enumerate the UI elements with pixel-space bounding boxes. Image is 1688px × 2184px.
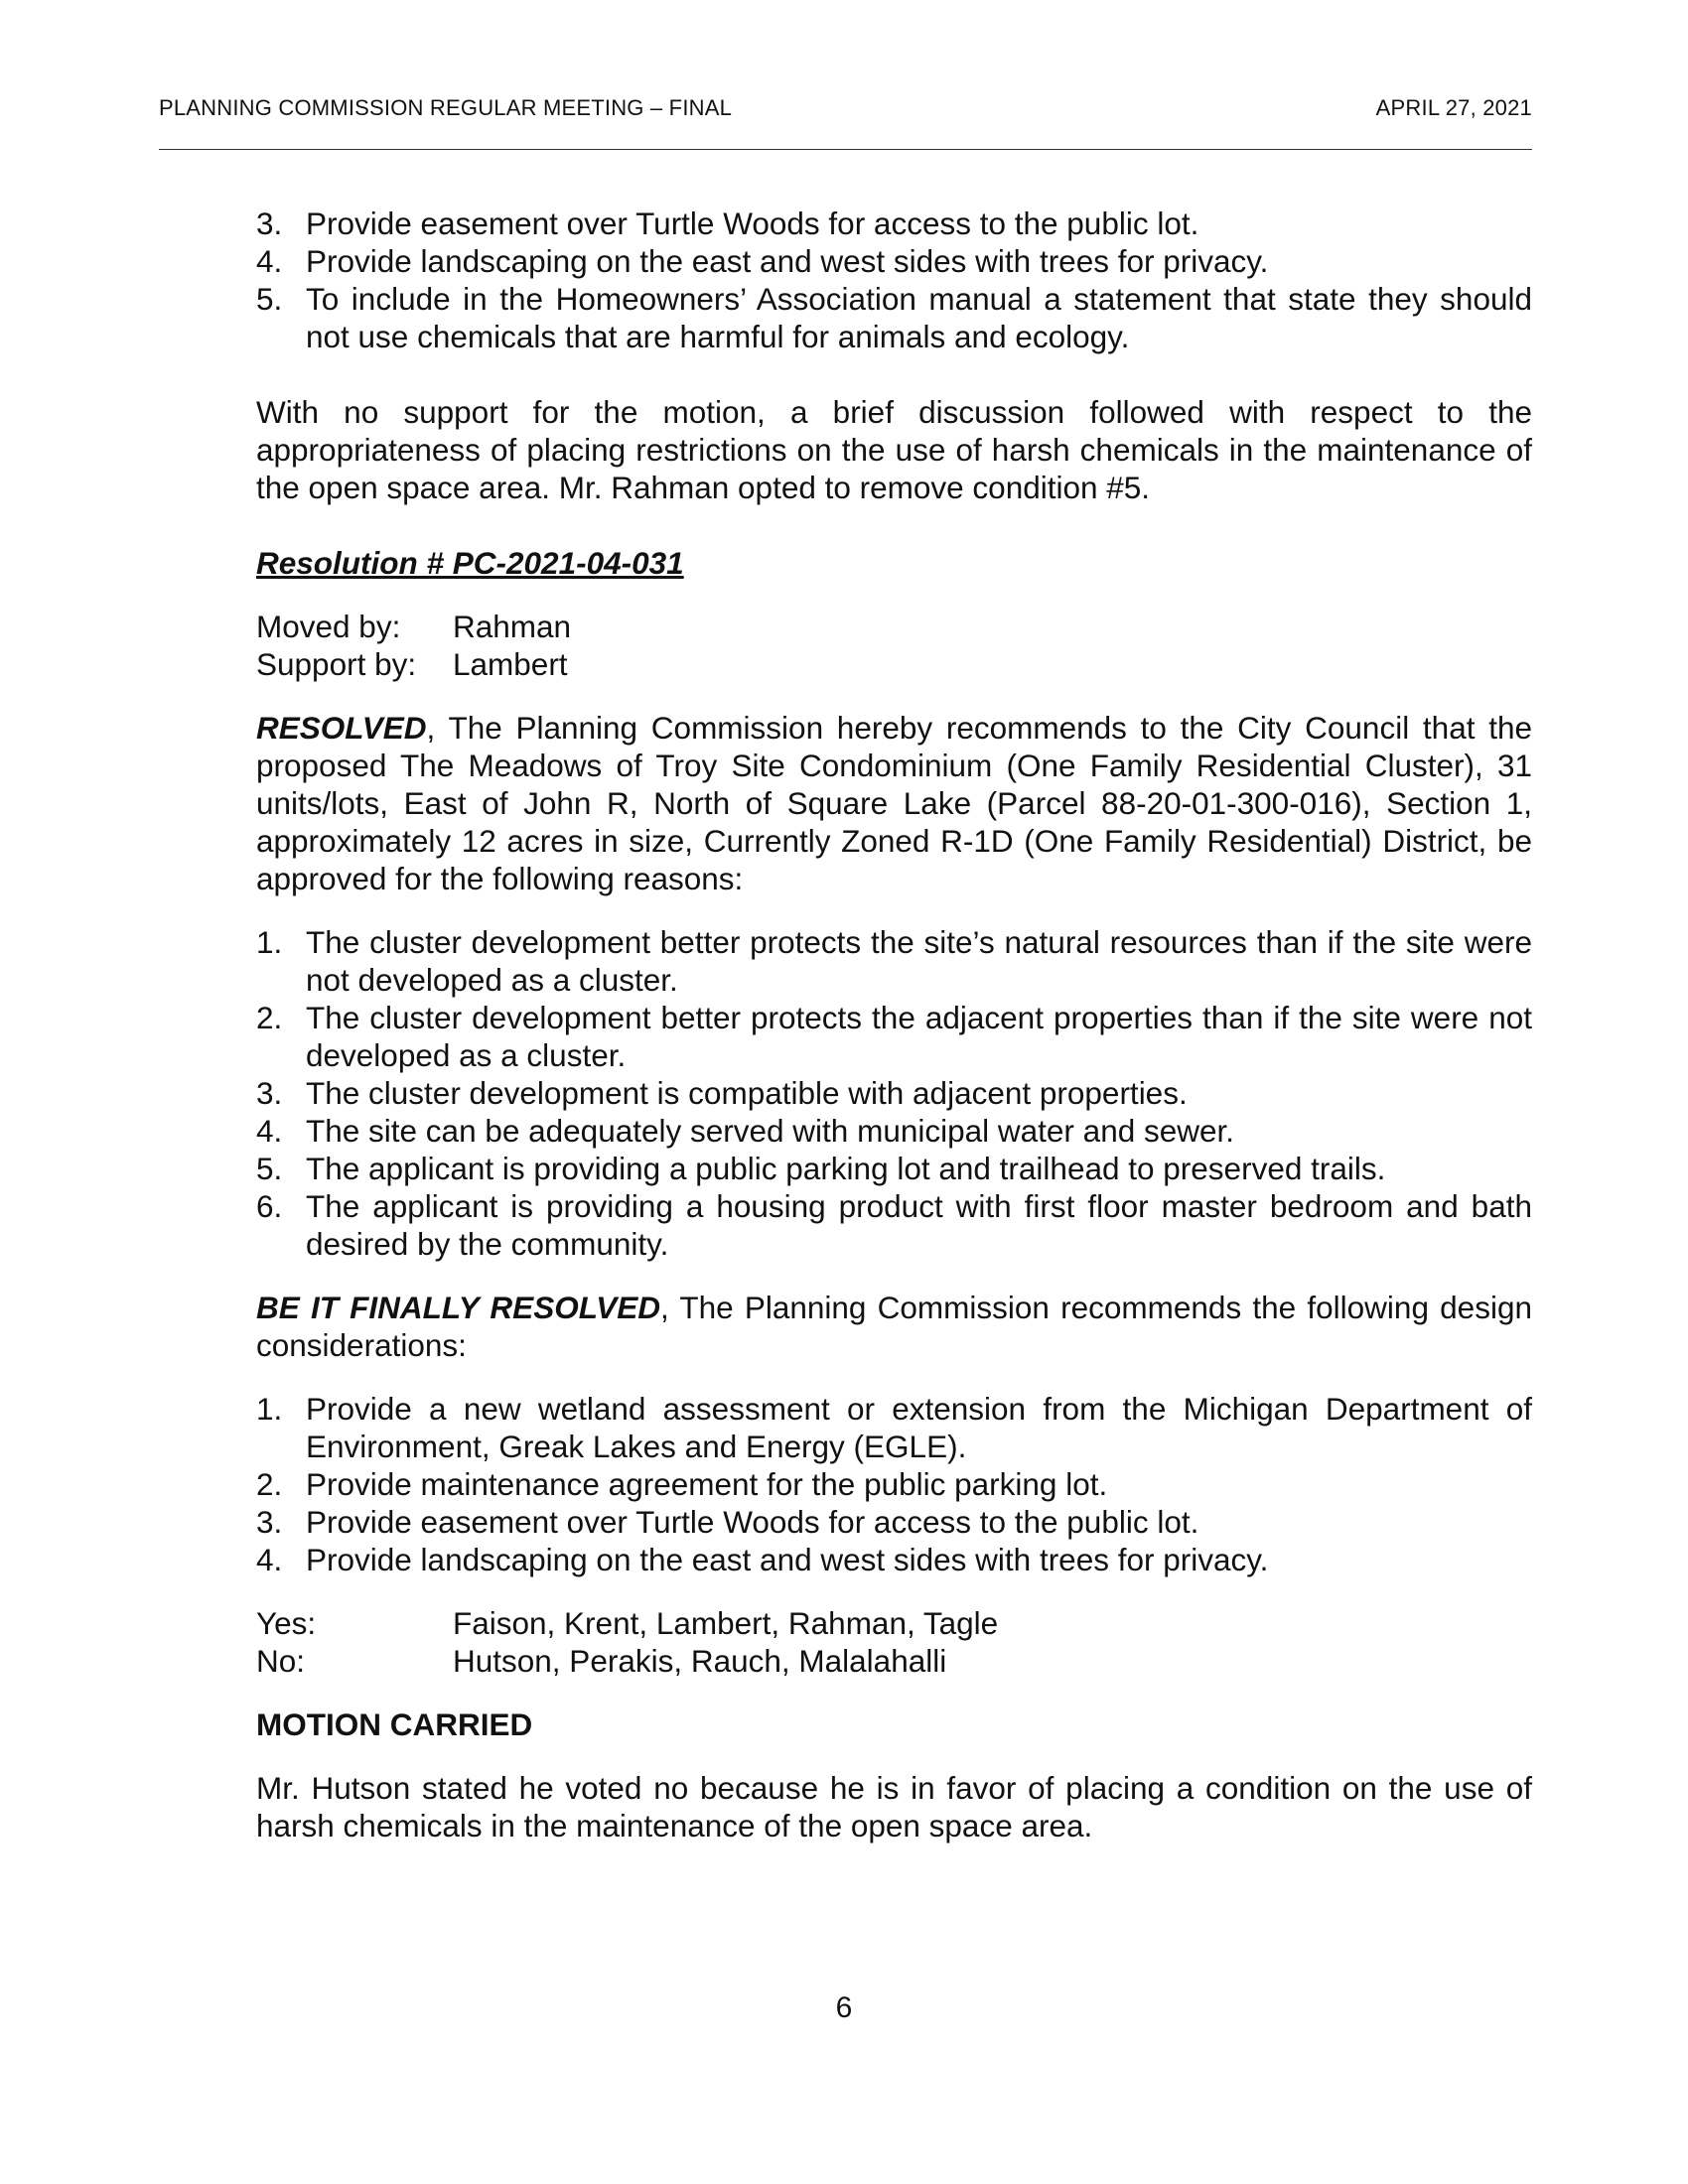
list-item: 3. Provide easement over Turtle Woods for access to the public lot. <box>256 1504 1199 1540</box>
list-item: 3. The cluster development is compatible with adjacent properties. <box>256 1075 1188 1111</box>
motion-movers <box>256 608 1532 683</box>
discussion-paragraph: With no support for the motion, a brief discussion followed with respect to the appropriateness of placing restrictions on the use of harsh chemicals in the maintenance of the open space area. Mr. Rahman opted to remove condition #5. <box>256 394 1532 505</box>
closing-paragraph: Mr. Hutson stated he voted no because he is in favor of placing a condition on the use of harsh chemicals in the maintenance of the open space area. <box>256 1770 1532 1843</box>
finally-resolved-paragraph: BE IT FINALLY RESOLVED, The Planning Commission recommends the following design considerations: <box>256 1290 1532 1363</box>
design-considerations-list <box>256 1390 1532 1578</box>
list-item: 5. The applicant is providing a public parking lot and trailhead to preserved trails. <box>256 1151 1386 1186</box>
list-item: 4. The site can be adequately served with municipal water and sewer. <box>256 1113 1235 1149</box>
header-date: APRIL 27, 2021 <box>1375 95 1532 120</box>
list-item: 5. To include in the Homeowners’ Association manual a statement that state they should not use chemicals that are harmful for animals and ecology. <box>256 281 1532 354</box>
vote-record <box>256 1604 1532 1680</box>
resolution-heading: Resolution # PC-2021-04-031 <box>256 545 684 581</box>
reasons-list <box>256 923 1532 1263</box>
moved-by-row: Moved by: Rahman <box>256 609 572 644</box>
header-divider <box>159 149 1532 150</box>
document-body <box>256 205 1532 1844</box>
list-item: 2. The cluster development better protects the adjacent properties than if the site were not developed as a cluster. <box>256 1000 1532 1073</box>
support-by-row: Support by: Lambert <box>256 646 568 682</box>
page-header <box>159 95 1532 121</box>
list-item: 4. Provide landscaping on the east and west sides with trees for privacy. <box>256 1542 1269 1577</box>
list-item: 3. Provide easement over Turtle Woods for access to the public lot. <box>256 205 1199 241</box>
list-item: 1. Provide a new wetland assessment or extension from the Michigan Department of Environment, Greak Lakes and Energy (EGLE). <box>256 1391 1532 1464</box>
list-item: 2. Provide maintenance agreement for the public parking lot. <box>256 1466 1108 1502</box>
list-item: 1. The cluster development better protects the site’s natural resources than if the site were not developed as a cluster. <box>256 924 1532 998</box>
list-item: 4. Provide landscaping on the east and west sides with trees for privacy. <box>256 243 1269 279</box>
resolved-paragraph: RESOLVED, The Planning Commission hereby recommends to the City Council that the proposed The Meadows of Troy Site Condominium (One Family Residential Cluster), 31 units/lots, East of John R, North of Square Lake (Parcel 88-20-01-300-016), Section 1, approximately 12 acres in size, Currently Zoned R-1D (One Family Residential) District, be approved for the following reasons: <box>256 710 1532 896</box>
list-item: 6. The applicant is providing a housing product with first floor master bedroom and bath desired by the community. <box>256 1188 1532 1262</box>
page-number: 6 <box>835 1991 853 2024</box>
vote-yes-row: Yes: Faison, Krent, Lambert, Rahman, Tagle <box>256 1605 999 1641</box>
conditions-list-continued <box>256 205 1532 355</box>
vote-no-row: No: Hutson, Perakis, Rauch, Malalahalli <box>256 1643 947 1679</box>
header-title: PLANNING COMMISSION REGULAR MEETING – FINAL <box>159 95 733 120</box>
motion-result: MOTION CARRIED <box>256 1706 533 1742</box>
